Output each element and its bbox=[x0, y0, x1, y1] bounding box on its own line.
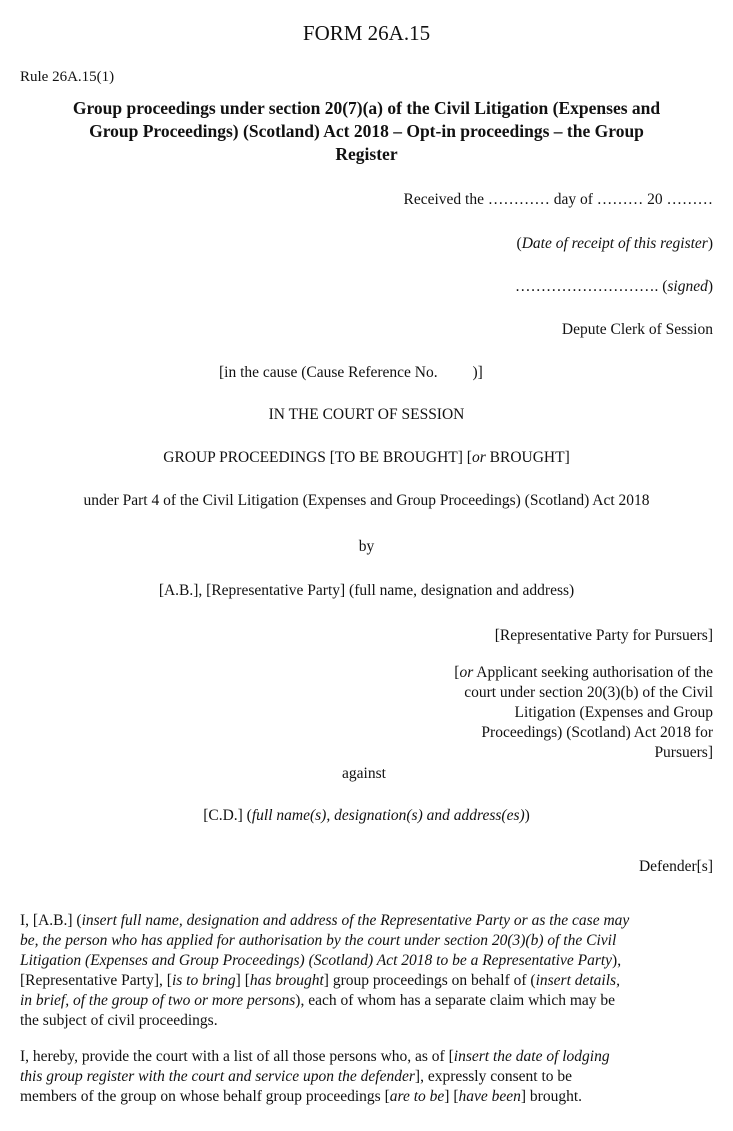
cause-reference: [in the cause (Cause Reference No. )] bbox=[219, 364, 483, 381]
para2-text: ] brought. bbox=[520, 1088, 583, 1105]
para2-italic: have been bbox=[458, 1088, 521, 1105]
applicant-or: or bbox=[459, 664, 474, 681]
against-line: against bbox=[342, 765, 386, 782]
signed-line: ………………………. (signed) bbox=[514, 278, 713, 295]
group-proc-post: BROUGHT] bbox=[485, 449, 570, 466]
para2-italic: insert the date of lodging bbox=[453, 1048, 610, 1065]
applicant-bracket: [ bbox=[454, 664, 460, 681]
para1-text: [Representative Party], [ bbox=[20, 972, 172, 989]
date-receipt-line: (Date of receipt of this register) bbox=[516, 235, 713, 252]
para1-line-3 bbox=[20, 951, 621, 970]
para2-italic: are to be bbox=[389, 1088, 445, 1105]
cd-italic: full name(s), designation(s) and address(es) bbox=[251, 807, 525, 824]
para2-line-2 bbox=[20, 1067, 572, 1086]
heading-line-2: Group Proceedings) (Scotland) Act 2018 – Opt-in proceedings – the Group bbox=[89, 121, 644, 141]
para2-text: I, hereby, provide the court with a list of all those persons who, as of [ bbox=[20, 1048, 454, 1065]
para1-italic: insert details, bbox=[535, 972, 620, 989]
cd-line bbox=[0, 806, 733, 825]
para1-line-5 bbox=[20, 991, 615, 1010]
para1-italic: has brought bbox=[249, 972, 324, 989]
para1-text: ] group proceedings on behalf of ( bbox=[323, 972, 536, 989]
para1-text: ), each of whom has a separate claim which may be bbox=[295, 992, 616, 1009]
para2-line-1 bbox=[20, 1047, 610, 1066]
form-title: FORM 26A.15 bbox=[302, 21, 431, 45]
group-proc-or: or bbox=[471, 449, 486, 466]
date-receipt-text: Date of receipt of this register bbox=[521, 235, 708, 252]
cd-pre: [C.D.] ( bbox=[203, 807, 252, 824]
applicant-line-4: Proceedings) (Scotland) Act 2018 for bbox=[481, 724, 713, 741]
para2-text: ], expressly consent to be bbox=[414, 1068, 573, 1085]
group-proceedings-line bbox=[0, 448, 733, 467]
applicant-text-1: Applicant seeking authorisation of the bbox=[473, 664, 713, 681]
rule-reference: Rule 26A.15(1) bbox=[20, 69, 115, 85]
depute-clerk: Depute Clerk of Session bbox=[561, 321, 713, 338]
applicant-line-5: Pursuers] bbox=[654, 744, 713, 761]
para2-line-3 bbox=[20, 1087, 582, 1106]
para1-italic: is to bring bbox=[171, 972, 236, 989]
para2-text: members of the group on whose behalf group proceedings [ bbox=[20, 1088, 390, 1105]
para1-text: ), bbox=[612, 952, 622, 969]
applicant-line-1 bbox=[454, 663, 713, 682]
para1-line-6: the subject of civil proceedings. bbox=[20, 1012, 218, 1029]
defender-line: Defender[s] bbox=[638, 858, 713, 875]
under-part-line: under Part 4 of the Civil Litigation (Expenses and Group Proceedings) (Scotland) Act 2018 bbox=[83, 492, 650, 509]
applicant-line-2: court under section 20(3)(b) of the Civil bbox=[464, 684, 713, 701]
group-proc-pre: GROUP PROCEEDINGS [TO BE BROUGHT] [ bbox=[163, 449, 472, 466]
received-line: Received the ………… day of ……… 20 ……… bbox=[403, 191, 713, 208]
cd-post: ) bbox=[524, 807, 530, 824]
para2-italic: this group register with the court and service upon the defender bbox=[20, 1068, 415, 1085]
court-name: IN THE COURT OF SESSION bbox=[268, 406, 465, 423]
applicant-line-3: Litigation (Expenses and Group bbox=[514, 704, 713, 721]
para1-italic: in brief, of the group of two or more persons bbox=[20, 992, 296, 1009]
para2-text: ] [ bbox=[444, 1088, 459, 1105]
para1-line-2 bbox=[20, 931, 616, 950]
by-line: by bbox=[358, 538, 375, 555]
heading-line-3: Register bbox=[335, 144, 398, 164]
heading-line-1: Group proceedings under section 20(7)(a) of the Civil Litigation (Expenses and bbox=[72, 98, 661, 118]
para1-line-4 bbox=[20, 971, 620, 990]
para1-line-1 bbox=[20, 911, 629, 930]
ab-line: [A.B.], [Representative Party] (full name, designation and address) bbox=[158, 582, 575, 599]
para1-text: I, [A.B.] ( bbox=[20, 912, 82, 929]
para1-italic: be, the person who has applied for authorisation by the court under section 20(3)(b) of the Civil bbox=[20, 932, 617, 949]
para1-italic: insert full name, designation and address of the Representative Party or as the case may bbox=[81, 912, 630, 929]
para1-italic: Litigation (Expenses and Group Proceedings) (Scotland) Act 2018 to be a Representative Party bbox=[20, 952, 613, 969]
para1-text: ] [ bbox=[235, 972, 250, 989]
signed-text: signed bbox=[667, 278, 708, 295]
signed-dots: ………………………. bbox=[514, 278, 663, 295]
representative-party-pursuers: [Representative Party for Pursuers] bbox=[494, 627, 713, 644]
